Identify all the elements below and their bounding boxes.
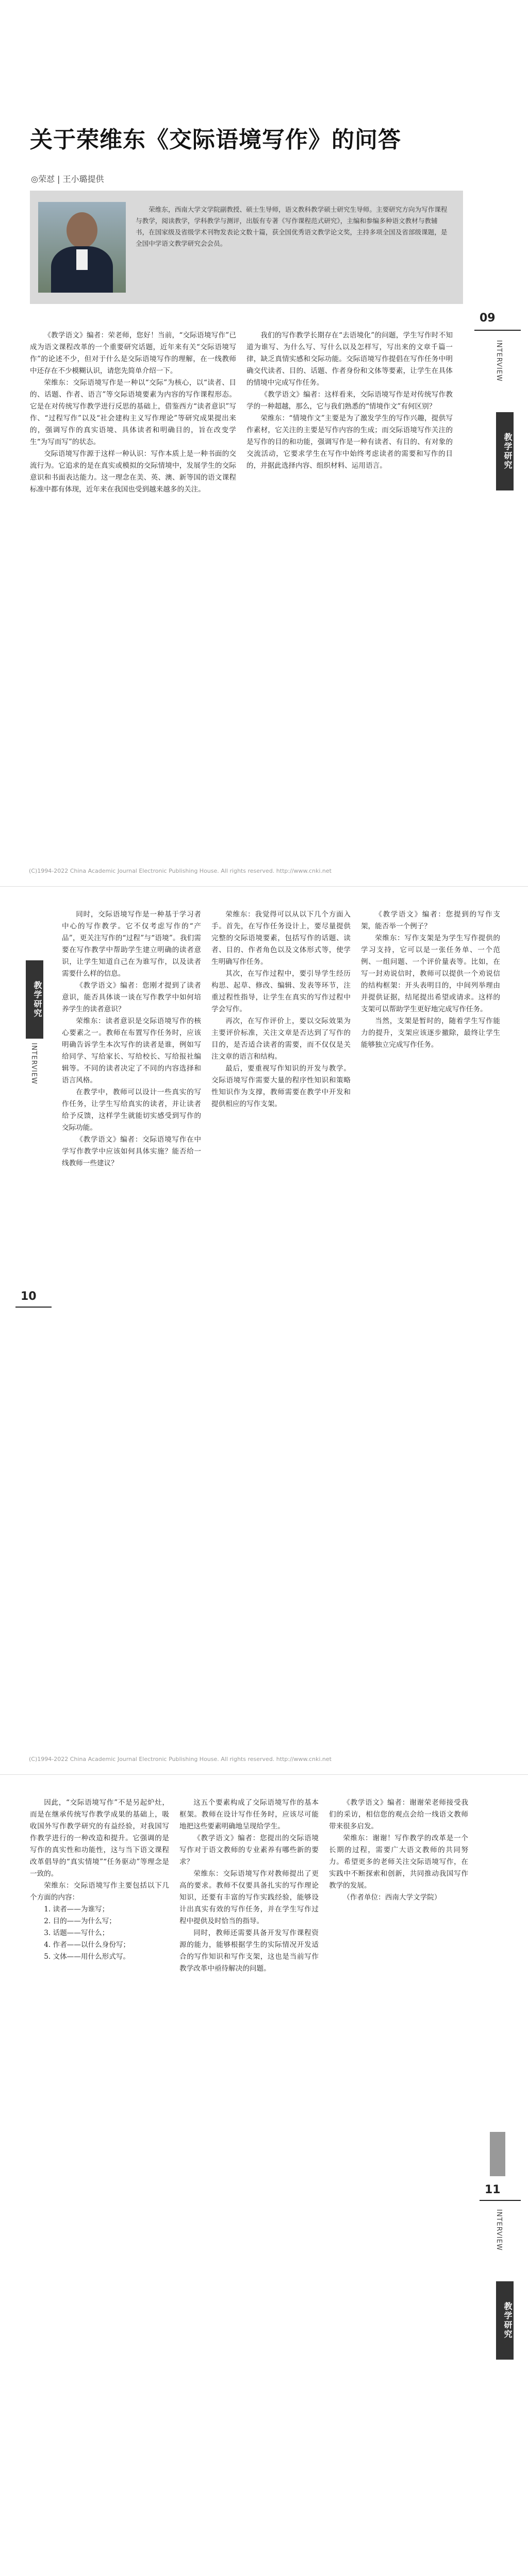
paragraph: 同时，交际语境写作是一种基于学习者中心的写作教学。它不仅考虑写作的“产品”，更关注写作的“过程”与“语境”。我们需要在写作教学中帮助学生建立明确的读者意识，让学生知道自己在为谁写作，以及读者需要什么样的信息。 (62, 910, 201, 978)
paragraph: 4. 作者——以什么身份写； (44, 1941, 130, 1949)
author-photo (38, 202, 126, 293)
paragraph: 《教学语文》编者：您提到的写作支架，能否举一个例子？ (361, 910, 500, 930)
page-number: 11 (485, 2183, 501, 2196)
paragraph: 2. 目的——为什么写； (44, 1917, 116, 1925)
paragraph: 因此，“交际语境写作”不是另起炉灶，而是在继承传统写作教学成果的基础上，吸收国外写作教学研究的有益经验，对我国写作教学进行的一种改造和提升。它强调的是写作的真实性和功能性，这与当下语文课程改革倡导的“真实情境”“任务驱动”等理念是一致的。 (30, 1799, 169, 1878)
page-2 (0, 888, 528, 1775)
column (30, 1797, 169, 2576)
paragraph: 荣维东：写作支架是为学生写作提供的学习支持，它可以是一张任务单、一个范例、一组问题、一个评价量表等。比如，在写一封劝说信时，教师可以提供一个劝说信的结构框架：开头表明目的，中间列举理由并提供证据，结尾提出希望或请求。这样的支架可以帮助学生更好地完成写作任务。 (361, 934, 500, 1013)
section-tab-marker (490, 2132, 505, 2176)
paragraph: 1. 读者——为谁写； (44, 1905, 109, 1913)
section-words: INTERVIEW (495, 340, 503, 382)
paragraph: 《教学语文》编者：您提出的交际语境写作对于语文教师的专业素养有哪些新的要求？ (179, 1834, 319, 1866)
paragraph: 《教学语文》编者：交际语境写作在中学写作教学中应该如何具体实施？能否给一线教师一些建议？ (62, 1136, 201, 1167)
column (30, 330, 236, 855)
author-photo-collar (76, 249, 88, 270)
page-number-rule (474, 330, 521, 331)
paragraph: 荣维东：谢谢！写作教学的改革是一个长期的过程，需要广大语文教师的共同努力。希望更多的老师关注交际语境写作，在实践中不断探索和创新，共同推动我国写作教学的发展。 (329, 1834, 468, 1890)
paragraph: 《教学语文》编者：您刚才提到了读者意识，能否具体谈一谈在写作教学中如何培养学生的读者意识？ (62, 981, 201, 1013)
column (329, 1797, 468, 2576)
section-words: INTERVIEW (30, 1043, 38, 1084)
paragraph: 交际语境写作源于这样一种认识：写作本质上是一种书面的交流行为。它追求的是在真实或模拟的交际情境中，发展学生的交际意识和书面表达能力。这一理念在美、英、澳、新等国的语文课程标准中都有体现，近年来在我国也受到越来越多的关注。 (30, 450, 236, 494)
column (211, 909, 351, 1743)
paragraph: 5. 文体——用什么形式写。 (44, 1953, 130, 1961)
author-profile-box (30, 191, 463, 304)
page-1 (0, 0, 528, 887)
copyright-watermark: (C)1994-2022 China Academic Journal Electronic Publishing House. All rights reserved. http://www.cnki.net (29, 1756, 332, 1762)
paragraph: 荣维东：交际语境写作对教师提出了更高的要求。教师不仅要具备扎实的写作理论知识，还要有丰富的写作实践经验，能够设计出真实有效的写作任务，并在学生写作过程中提供及时恰当的指导。 (179, 1870, 319, 1925)
paragraph: 《教学语文》编者：谢谢荣老师接受我们的采访，相信您的观点会给一线语文教师带来很多启发。 (329, 1799, 468, 1831)
paragraph: 荣维东：我觉得可以从以下几个方面入手。首先，在写作任务设计上，要尽量提供完整的交际语境要素，包括写作的话题、读者、目的、作者角色以及文体形式等，使学生明确写作任务。 (211, 910, 351, 966)
section-band: 教学研究 (26, 960, 43, 1039)
paragraph: 再次，在写作评价上，要以交际效果为主要评价标准，关注文章是否达到了写作的目的，是否适合读者的需要，而不仅仅是关注文章的语言和结构。 (211, 1017, 351, 1061)
page-number: 09 (480, 312, 496, 325)
paragraph: 荣维东：“情境作文”主要是为了激发学生的写作兴趣，提供写作素材，它关注的主要是写作内容的生成；而交际语境写作关注的是写作的目的和功能，强调写作是一种有读者、有目的、有对象的交流活动，它要求学生在写作中始终考虑读者的需要和写作的目的，并据此选择内容、组织材料、运用语言。 (246, 414, 453, 470)
paragraph: 《教学语文》编者：荣老师，您好！当前，“交际语境写作”已成为语文课程改革的一个重要研究话题，近年来有关“交际语境写作”的论述不少，但对于什么是交际语境写作的理解，在一线教师中还存在不少模糊认识，请您先简单介绍一下。 (30, 331, 236, 375)
section-words: INTERVIEW (495, 2209, 503, 2251)
page-number: 10 (21, 1290, 37, 1303)
column (361, 909, 500, 1743)
paragraph: 其次，在写作过程中，要引导学生经历构思、起草、修改、编辑、发表等环节，注重过程性指导，让学生在真实的写作过程中学会写作。 (211, 970, 351, 1013)
section-band: 教学研究 (496, 2281, 514, 2360)
paragraph: 同时，教师还需要具备开发写作课程资源的能力，能够根据学生的实际情况开发适合的写作知识和写作支架，这也是当前写作教学改革中亟待解决的问题。 (179, 1929, 319, 1973)
page-number-rule (480, 2200, 521, 2201)
column (246, 330, 453, 855)
paragraph: 荣维东：交际语境写作是一种以“交际”为核心，以“读者、目的、话题、作者、语言”等交际语境要素为内容的写作课程形态。它是在对传统写作教学进行反思的基础上，借鉴西方“读者意识”写作、“过程写作”以及“社会建构主义写作理论”等研究成果提出来的，强调写作的真实语境、具体读者和明确目的，旨在改变学生“为写而写”的状态。 (30, 379, 236, 446)
paragraph: 这五个要素构成了交际语境写作的基本框架。教师在设计写作任务时，应该尽可能地把这些要素明确地呈现给学生。 (179, 1799, 319, 1831)
paragraph: 3. 话题——写什么； (44, 1929, 109, 1937)
paragraph: 《教学语文》编者：这样看来，交际语境写作是对传统写作教学的一种超越，那么，它与我们熟悉的“情境作文”有何区别？ (246, 391, 453, 411)
author-photo-head (67, 212, 97, 248)
article-title: 关于荣维东《交际语境写作》的问答 (30, 127, 401, 153)
column (179, 1797, 319, 2576)
paragraph: 荣维东：交际语境写作主要包括以下几个方面的内容： (30, 1882, 169, 1902)
page-number-rule (15, 1307, 52, 1308)
paragraph: 荣维东：读者意识是交际语境写作的核心要素之一。教师在布置写作任务时，应该明确告诉学生本次写作的读者是谁，例如写给同学、写给家长、写给校长、写给报社编辑等。不同的读者决定了不同的内容选择和语言风格。 (62, 1017, 201, 1084)
column (62, 909, 201, 1743)
copyright-watermark: (C)1994-2022 China Academic Journal Electronic Publishing House. All rights reserved. http://www.cnki.net (29, 868, 332, 874)
paragraph: （作者单位：西南大学文学院） (343, 1893, 441, 1902)
section-band: 教学研究 (496, 412, 514, 490)
article-byline: ◎荣怼 | 王小璐提供 (31, 174, 104, 184)
page-3 (0, 1776, 528, 2576)
paragraph: 最后，要重视写作知识的开发与教学。交际语境写作需要大量的程序性知识和策略性知识作为支撑，教师需要在教学中开发和提供相应的写作支架。 (211, 1064, 351, 1108)
paragraph: 当然，支架是暂时的，随着学生写作能力的提升，支架应该逐步撤除，最终让学生能够独立完成写作任务。 (361, 1017, 500, 1049)
paragraph: 在教学中，教师可以设计一些真实的写作任务，让学生写给真实的读者，并让读者给予反馈，这样学生就能切实感受到写作的交际功能。 (62, 1088, 201, 1132)
paragraph: 我们的写作教学长期存在“去语境化”的问题，学生写作时不知道为谁写、为什么写、写什么以及怎样写，写出来的文章千篇一律，缺乏真情实感和交际功能。交际语境写作提倡在写作任务中明确交代读者、目的、话题、作者身份和文体等要素，让学生在具体的情境中完成写作任务。 (246, 331, 453, 387)
author-profile-text: 荣维东，西南大学文学院副教授、硕士生导师，语文教科教学硕士研究生导师。主要研究方向为写作课程与教学，阅读教学，学科教学与测评，出版有专著《写作课程范式研究》，主编和参编多种语文教材与教辅书，在国家级及省级学术刊物发表论文数十篇，获全国优秀语文教学论文奖，主持多项全国及省部级课题，是全国中学语文教学研究会会员。 (136, 206, 448, 247)
